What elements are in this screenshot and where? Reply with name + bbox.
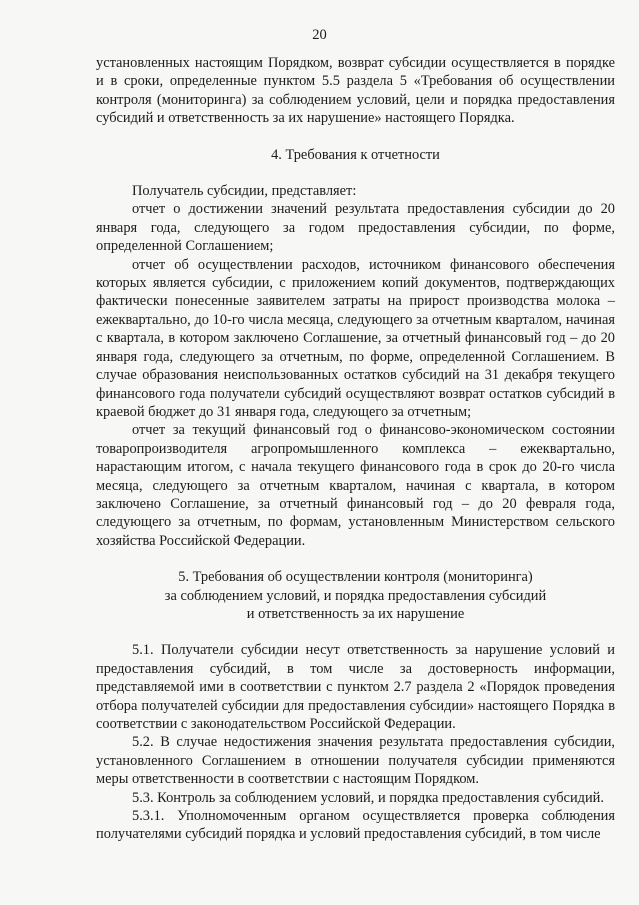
paragraph-expense-report: отчет об осуществлении расходов, источником финансового обеспечения которых является субсидии, с приложением копий документов, подтверждающих фактически понесенные заявителем затраты на прирост производства молока – ежеквартально, до 10-го числа месяца, следующего за отчетным кварталом, начиная с квартала, в котором заключено Соглашение, за отчетный финансовый год – до 20 января года, следующего за отчетным, по форме, определенной Соглашением. В случае образования неиспользованных остатков субсидий на 31 декабря текущего финансового года получатели субсидий осуществляют возврат остатков субсидий в краевой бюджет до 31 января года, следующего за отчетным; (96, 256, 615, 420)
section-4-heading: 4. Требования к отчетности (271, 146, 440, 163)
paragraph-financial-report: отчет за текущий финансовый год о финансово-экономическом состоянии товаропроизводителя агропромышленного комплекса – ежеквартально, нарастающим итогом, с начала текущего финансового года в срок до 20-го числа месяца, следующего за отчетным кварталом, начиная с квартала, в котором заключено Соглашение, за отчетный финансовый год – до 20 февраля года, следующего за отчетным, по формам, установленным Министерством сельского хозяйства Российской Федерации. (96, 422, 615, 549)
section-5-heading-line-3: и ответственность за их нарушение (246, 605, 465, 622)
paragraph-5-1: 5.1. Получатели субсидии несут ответственность за нарушение условий и предоставления субсидий, в том числе за достоверность информации, представляемой ими в соответствии с пунктом 2.7 раздела 2 «Порядок проведения отбора получателей субсидии для предоставления субсидии» настоящего Порядка в соответствии с законодательством Российской Федерации. (96, 642, 615, 732)
paragraph-result-report: отчет о достижении значений результата предоставления субсидии до 20 января года, следующего за годом предоставления субсидии, по форме, определенной Соглашением; (96, 201, 615, 255)
section-5-heading (96, 568, 615, 623)
section-5-heading-line-2: за соблюдением условий, и порядка предоставления субсидий (164, 587, 547, 604)
paragraph-continuation: установленных настоящим Порядком, возврат субсидии осуществляется в порядке и в сроки, определенные пунктом 5.5 раздела 5 «Требования об осуществлении контроля (мониторинга) за соблюдением условий, цели и порядка предоставления субсидий и ответственность за их нарушение» настоящего Порядка. (96, 55, 615, 127)
paragraph-5-3: 5.3. Контроль за соблюдением условий, и порядка предоставления субсидий. (132, 789, 604, 806)
page-number: 20 (312, 27, 327, 43)
paragraph-5-2: 5.2. В случае недостижения значения результата предоставления субсидии, установленного Соглашением в отношении получателя субсидии применяются меры ответственности в соответствии с настоящим Порядком. (96, 734, 615, 788)
section-5-heading-line-1: 5. Требования об осуществлении контроля (мониторинга) (178, 569, 533, 586)
paragraph-recipient-submits: Получатель субсидии, представляет: (132, 183, 357, 200)
document-body (96, 54, 615, 844)
paragraph-5-3-1: 5.3.1. Уполномоченным органом осуществляется проверка соблюдения получателями субсидий порядка и условий предоставления субсидий, в том числе (96, 808, 615, 843)
